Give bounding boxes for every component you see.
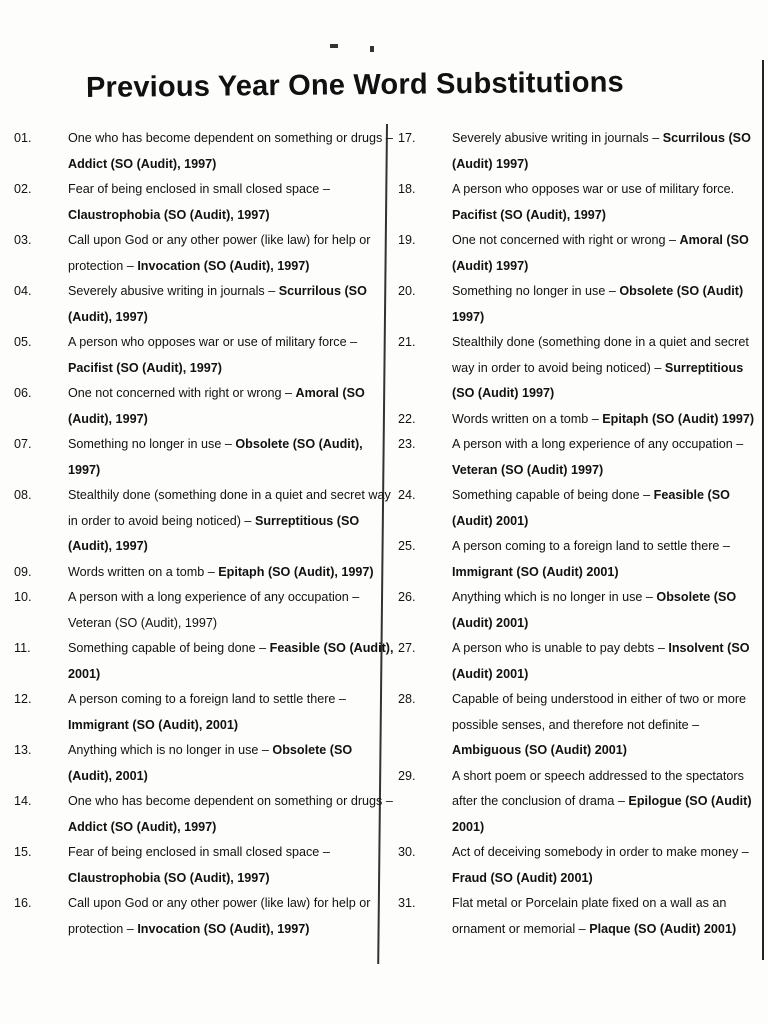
list-item: 05. A person who opposes war or use of military force – Pacifist (SO (Audit), 1997) [14, 335, 358, 375]
page-title: Previous Year One Word Substitutions [85, 66, 625, 104]
list-item: 15. Fear of being enclosed in small closed space – Claustrophobia (SO (Audit), 1997) [14, 845, 330, 885]
list-item: 10. A person with a long experience of any occupation – Veteran (SO (Audit), 1997) [14, 590, 360, 630]
top-smudge-marks [330, 44, 390, 52]
list-item: 23. A person with a long experience of any occupation – Veteran (SO (Audit) 1997) [398, 437, 744, 477]
list-item: 27. A person who is unable to pay debts – Insolvent (SO (Audit) 2001) [398, 641, 750, 681]
list-item: 19. One not concerned with right or wrong – Amoral (SO (Audit) 1997) [398, 233, 749, 273]
list-item: 09. Words written on a tomb – Epitaph (SO (Audit), 1997) [14, 564, 374, 579]
left-column [14, 126, 394, 942]
list-item: 20. Something no longer in use – Obsolete (SO (Audit) 1997) [398, 284, 744, 324]
list-item: 30. Act of deceiving somebody in order to make money – Fraud (SO (Audit) 2001) [398, 845, 749, 885]
right-column [398, 126, 768, 942]
list-item: 08. Stealthily done (something done in a quiet and secret way in order to avoid being noticed) – Surreptitious (SO (Audit), 1997) [14, 488, 391, 553]
list-item: 01. One who has become dependent on something or drugs – Addict (SO (Audit), 1997) [14, 131, 393, 171]
list-item: 11. Something capable of being done – Feasible (SO (Audit), 2001) [14, 641, 394, 681]
list-item: 21. Stealthily done (something done in a quiet and secret way in order to avoid being noticed) – Surreptitious (SO (Audit) 1997) [398, 335, 749, 400]
list-item: 02. Fear of being enclosed in small closed space – Claustrophobia (SO (Audit), 1997) [14, 182, 330, 222]
list-item: 13. Anything which is no longer in use – Obsolete (SO (Audit), 2001) [14, 743, 353, 783]
list-item: 03. Call upon God or any other power (like law) for help or protection – Invocation (SO (Audit), 1997) [14, 233, 371, 273]
list-item: 14. One who has become dependent on something or drugs – Addict (SO (Audit), 1997) [14, 794, 393, 834]
list-item: 28. Capable of being understood in either of two or more possible senses, and therefore not definite – Ambiguous (SO (Audit) 2001) [398, 692, 747, 757]
list-item: 12. A person coming to a foreign land to settle there – Immigrant (SO (Audit), 2001) [14, 692, 346, 732]
list-item: 07. Something no longer in use – Obsolete (SO (Audit), 1997) [14, 437, 363, 477]
list-item: 25. A person coming to a foreign land to settle there – Immigrant (SO (Audit) 2001) [398, 539, 730, 579]
list-item: 31. Flat metal or Porcelain plate fixed on a wall as an ornament or memorial – Plaque (SO (Audit) 2001) [398, 896, 737, 936]
list-item: 06. One not concerned with right or wrong – Amoral (SO (Audit), 1997) [14, 386, 365, 426]
list-item: 26. Anything which is no longer in use – Obsolete (SO (Audit) 2001) [398, 590, 737, 630]
list-item: 17. Severely abusive writing in journals – Scurrilous (SO (Audit) 1997) [398, 131, 751, 171]
list-item: 04. Severely abusive writing in journals – Scurrilous (SO (Audit), 1997) [14, 284, 367, 324]
list-item: 29. A short poem or speech addressed to the spectators after the conclusion of drama – Epilogue (SO (Audit) 2001) [398, 768, 752, 834]
list-item: 18. A person who opposes war or use of military force. Pacifist (SO (Audit), 1997) [398, 182, 735, 222]
list-item: 22. Words written on a tomb – Epitaph (SO (Audit) 1997) [398, 411, 755, 426]
list-item: 24. Something capable of being done – Feasible (SO (Audit) 2001) [398, 488, 730, 528]
list-item: 16. Call upon God or any other power (like law) for help or protection – Invocation (SO (Audit), 1997) [14, 896, 371, 936]
